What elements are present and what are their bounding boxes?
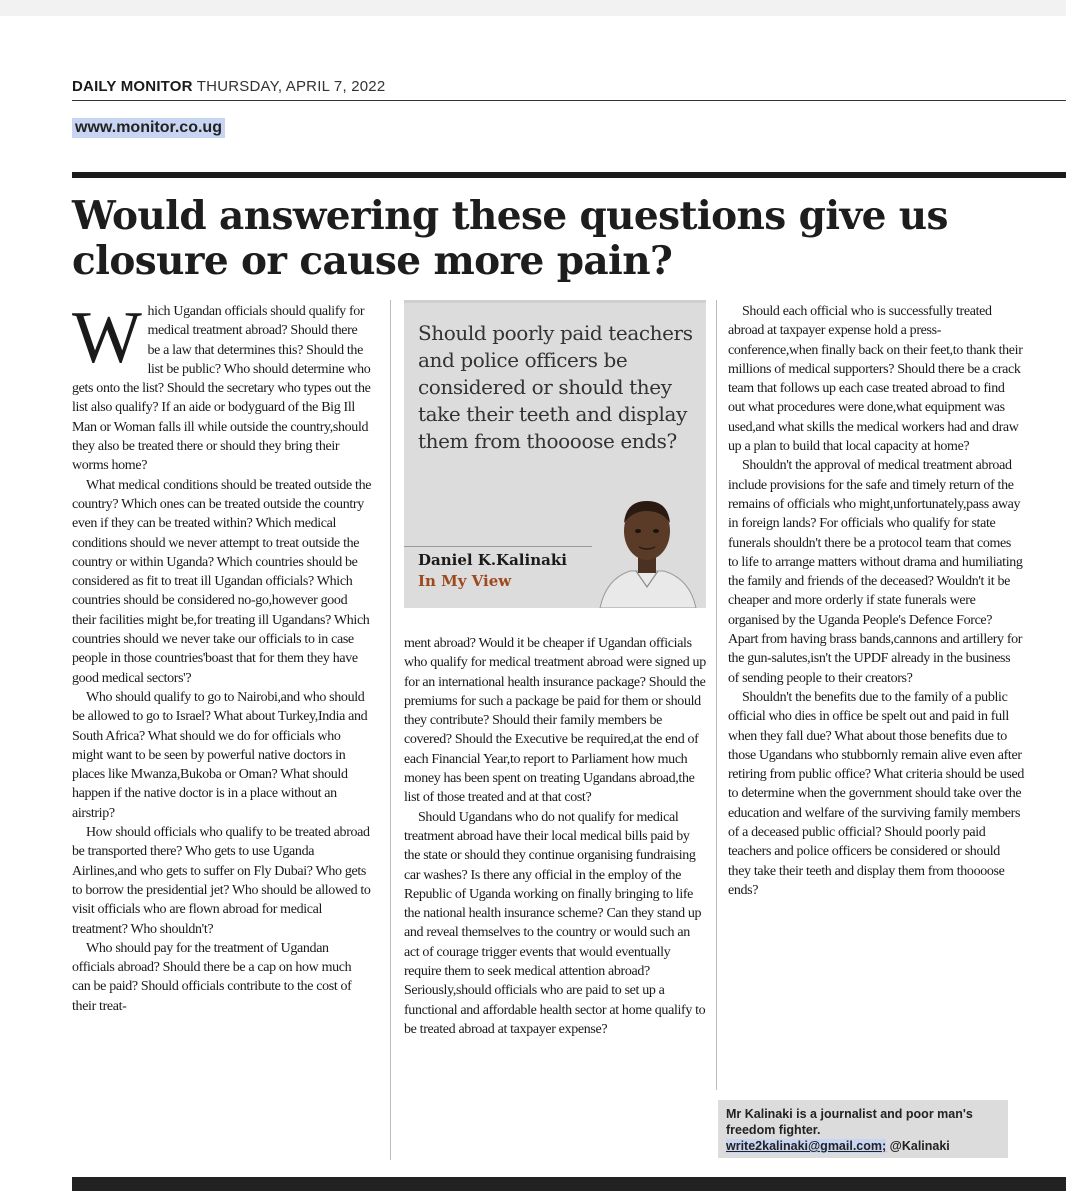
paragraph: Shouldn't the benefits due to the family of a public official who dies in office be spelt out and paid in full when they fall due? What about those benefits due to those Ugandans who stubbornly remain alive even after retiring from public office? What criteria should be used to determine when the government should take over the education and welfare of the surviving family members of a deceased public official? Should poorly paid teachers and police officers be considered or should they take their teeth and display them from thoooose ends? [728,689,1024,898]
page-bottom-bar [72,1177,1066,1191]
paragraph-text: hich Ugandan officials should qualify for medical treatment abroad? Should there be a law that determines this? Should the list be public? Who should determine who gets onto the list? Should the secretary who types out the list also qualify? If an aide or bodyguard of the Big Ill Man or Woman falls ill while outside the country,should they also be treated there or should they bring their worms home? [72,304,371,474]
pull-quote: Should poorly paid teachers and police officers be considered or should they take their teeth and display them from thoooose ends? [418,321,693,453]
column-name: In My View [418,572,512,590]
article-column-3 [728,302,1024,900]
pull-quote-box [404,300,706,608]
paragraph: Should each official who is successfully treated abroad at taxpayer expense hold a press-conference,when finally back on their feet,to thank their millions of medical supporters? Should there be a crack team that follows up each case treated abroad to find out what procedures were done,what equipment was used,and what skills the medical workers had and draw up a plan to build that local capacity at home? [728,304,1023,455]
author-twitter-handle[interactable]: @Kalinaki [889,1139,950,1153]
paragraph: ment abroad? Would it be cheaper if Ugandan officials who qualify for medical treatment abroad were signed up for an international health insurance package? Should the premiums for such a package be paid for them or should they contribute? Should their family members be covered? Should the Executive be required,at the end of each Financial Year,to report to Parliament how much money has been spent on treating Ugandans abroad,the list of those treated and at that cost? [404,636,706,806]
website-link[interactable]: www.monitor.co.ug [72,118,225,138]
masthead-date: THURSDAY, APRIL 7, 2022 [196,78,386,95]
author-email-link[interactable]: write2kalinaki@gmail.com; [726,1139,887,1153]
masthead [72,78,385,95]
paragraph: Who should qualify to go to Nairobi,and who should be allowed to go to Israel? What about Turkey,India and South Africa? What should we do for officials who might want to be seen by powerful native doctors in places like Mwanza,Bukoba or Oman? What should happen if the native doctor is in a place without an airstrip? [72,689,368,821]
masthead-divider [72,100,1066,101]
paragraph: Should Ugandans who do not qualify for medical treatment abroad have their local medical bills paid by the state or should they continue organising fundraising car washes? Is there any official in the employ of the Republic of Uganda working on finally bringing to life the national health insurance scheme? Can they stand up and reveal themselves to the country or would such an act of courage trigger events that would eventually require them to seek medical attention abroad? Seriously,should officials who are paid to set up a functional and affordable health sector at home qualify to be treated abroad at taxpayer expense? [404,809,706,1037]
paragraph: How should officials who qualify to be treated abroad be transported there? Who gets to use Uganda Airlines,and who gets to suffer on Fly Dubai? Who gets to borrow the presidential jet? Who should be allowed to visit officials who are flown abroad for medical treatment? Who shouldn't? [72,825,371,937]
article-column-1 [72,297,372,1016]
author-photo [592,491,702,608]
headline-divider [72,172,1066,178]
byline [418,550,567,592]
drop-cap: W [72,297,142,379]
paragraph: What medical conditions should be treated outside the country? Which ones can be treated outside the country even if they can be treated within? Which medical conditions should we never attempt to treat outside the country or within Uganda? Which countries should be considered as fit to treat ill Ugandan officials? Which countries should be considered no-go,however good their facilities might be,for treating ill Ugandans? Which countries should we never take our officials to in case people in those countries'boast that for them they have good medical sectors'? [72,477,372,686]
masthead-brand: DAILY MONITOR [72,78,193,95]
author-bio-box [718,1100,1008,1158]
column-divider-left [390,300,391,1160]
paragraph: Shouldn't the approval of medical treatment abroad include provisions for the safe and timely return of the remains of officials who might,unfortunately,pass away in foreign lands? For officials who qualify for state funerals shouldn't there be a protocol team that comes to life to arrange matters without drama and humiliating the family and friends of the deceased? Wouldn't it be cheaper and more orderly if state funerals were organised by the Uganda People's Defence Force? Apart from having brass bands,cannons and artillery for the gun-salutes,isn't the UPDF already in the business of sending people to their creators? [728,458,1023,686]
author-name: Daniel K.Kalinaki [418,551,567,569]
article-headline: Would answering these questions give us closure or cause more pain? [72,193,948,284]
paragraph [72,297,372,476]
author-bio: Mr Kalinaki is a journalist and poor man's freedom fighter. [726,1107,973,1137]
byline-divider [404,546,594,547]
paragraph: Who should pay for the treatment of Ugandan officials abroad? Should there be a cap on how much can be paid? Should officials contribute to the cost of their treat- [72,940,352,1014]
article-column-2 [404,634,706,1039]
column-divider-right [716,300,717,1090]
